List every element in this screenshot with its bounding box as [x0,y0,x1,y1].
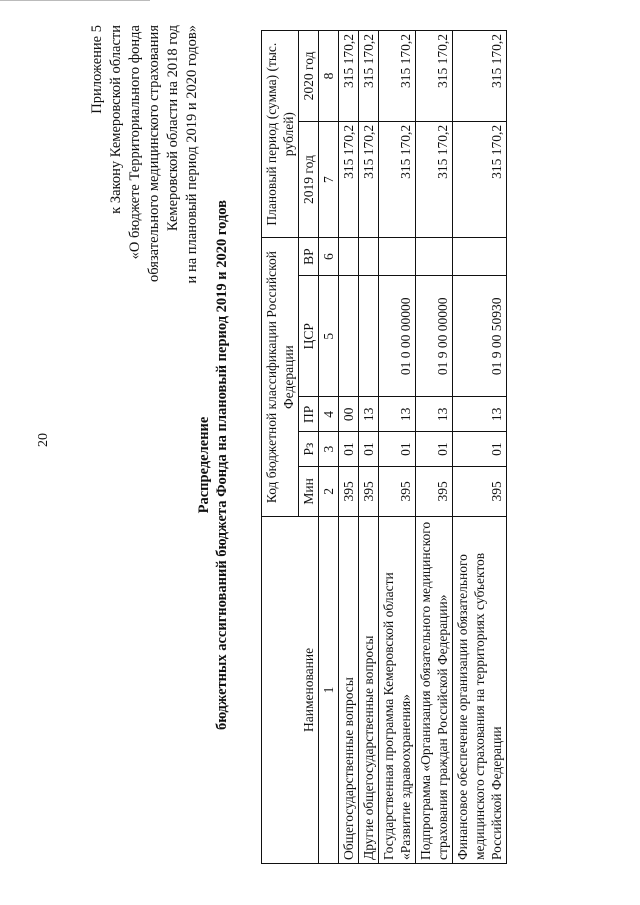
cell-pr: 13 [359,397,379,432]
column-number-row [319,31,339,864]
column-number: 1 [319,516,339,863]
column-number: 2 [319,466,339,516]
column-number: 5 [319,276,339,397]
cell-2019: 315 170,2 [379,121,416,237]
cell-pr: 13 [453,397,507,432]
table-row [416,31,453,864]
cell-csr [339,276,359,397]
column-number: 7 [319,121,339,237]
cell-csr [359,276,379,397]
header-vr: ВР [299,238,319,276]
appendix-block [88,25,202,315]
header-2020: 2020 год [299,31,319,122]
cell-min: 395 [379,466,416,516]
appendix-line: Приложение 5 [89,25,105,114]
cell-vr [453,238,507,276]
cell-csr: 01 9 00 00000 [416,276,453,397]
cell-2019: 315 170,2 [416,121,453,237]
cell-2020: 315 170,2 [379,31,416,122]
header-name: Наименование [262,516,319,863]
cell-vr [359,238,379,276]
cell-csr: 01 9 00 50930 [453,276,507,397]
cell-pr: 13 [416,397,453,432]
table-row [339,31,359,864]
column-number: 6 [319,238,339,276]
cell-min: 395 [416,466,453,516]
table-body [339,31,507,864]
column-number: 4 [319,397,339,432]
cell-name: Подпрограмма «Организация обязательного медицинского страхования граждан Российской Федерации» [416,516,453,863]
header-csr: ЦСР [299,276,319,397]
budget-table [261,30,507,864]
cell-rz: 01 [359,432,379,467]
page-number: 20 [36,433,51,447]
cell-rz: 01 [416,432,453,467]
cell-2020: 315 170,2 [339,31,359,122]
appendix-line: и на плановый период 2019 и 2020 годов» [184,25,200,284]
cell-name: Общегосударственные вопросы [339,516,359,863]
cell-min: 395 [453,466,507,516]
appendix-line: к Закону Кемеровской области [108,25,124,214]
header-2019: 2019 год [299,121,319,237]
cell-2020: 315 170,2 [359,31,379,122]
header-rz: Рз [299,432,319,467]
header-min: Мин [299,466,319,516]
appendix-line: обязательного медицинского страхования [146,25,162,282]
table-row [379,31,416,864]
cell-pr: 13 [379,397,416,432]
cell-pr: 00 [339,397,359,432]
table-row [453,31,507,864]
header-pr: ПР [299,397,319,432]
cell-vr [379,238,416,276]
column-number: 3 [319,432,339,467]
cell-name: Другие общегосударственные вопросы [359,516,379,863]
heading-subtitle: бюджетных ассигнований бюджета Фонда на плановый период 2019 и 2020 годов [214,199,230,731]
cell-2020: 315 170,2 [416,31,453,122]
column-number: 8 [319,31,339,122]
cell-2020: 315 170,2 [453,31,507,122]
appendix-line: «О бюджете Территориального фонда [127,25,143,260]
cell-csr: 01 0 00 00000 [379,276,416,397]
cell-min: 395 [339,466,359,516]
cell-name: Государственная программа Кемеровской области «Развитие здравоохранения» [379,516,416,863]
cell-2019: 315 170,2 [359,121,379,237]
heading-title: Распределение [196,416,212,514]
cell-vr [339,238,359,276]
cell-name: Финансовое обеспечение организации обязательного медицинского страхования на территориях субъектов Российской Федерации [453,516,507,863]
document-heading [195,115,231,815]
table-row [359,31,379,864]
cell-min: 395 [359,466,379,516]
cell-2019: 315 170,2 [339,121,359,237]
header-code-group: Код бюджетной классификации Российской Федерации [262,238,299,517]
header-plan-group: Плановый период (сумма) (тыс. рублей) [262,31,299,238]
cell-rz: 01 [379,432,416,467]
cell-vr [416,238,453,276]
header-row-1 [262,31,299,864]
cell-rz: 01 [339,432,359,467]
cell-2019: 315 170,2 [453,121,507,237]
cell-rz: 01 [453,432,507,467]
appendix-line: Кемеровской области на 2018 год [165,25,181,232]
